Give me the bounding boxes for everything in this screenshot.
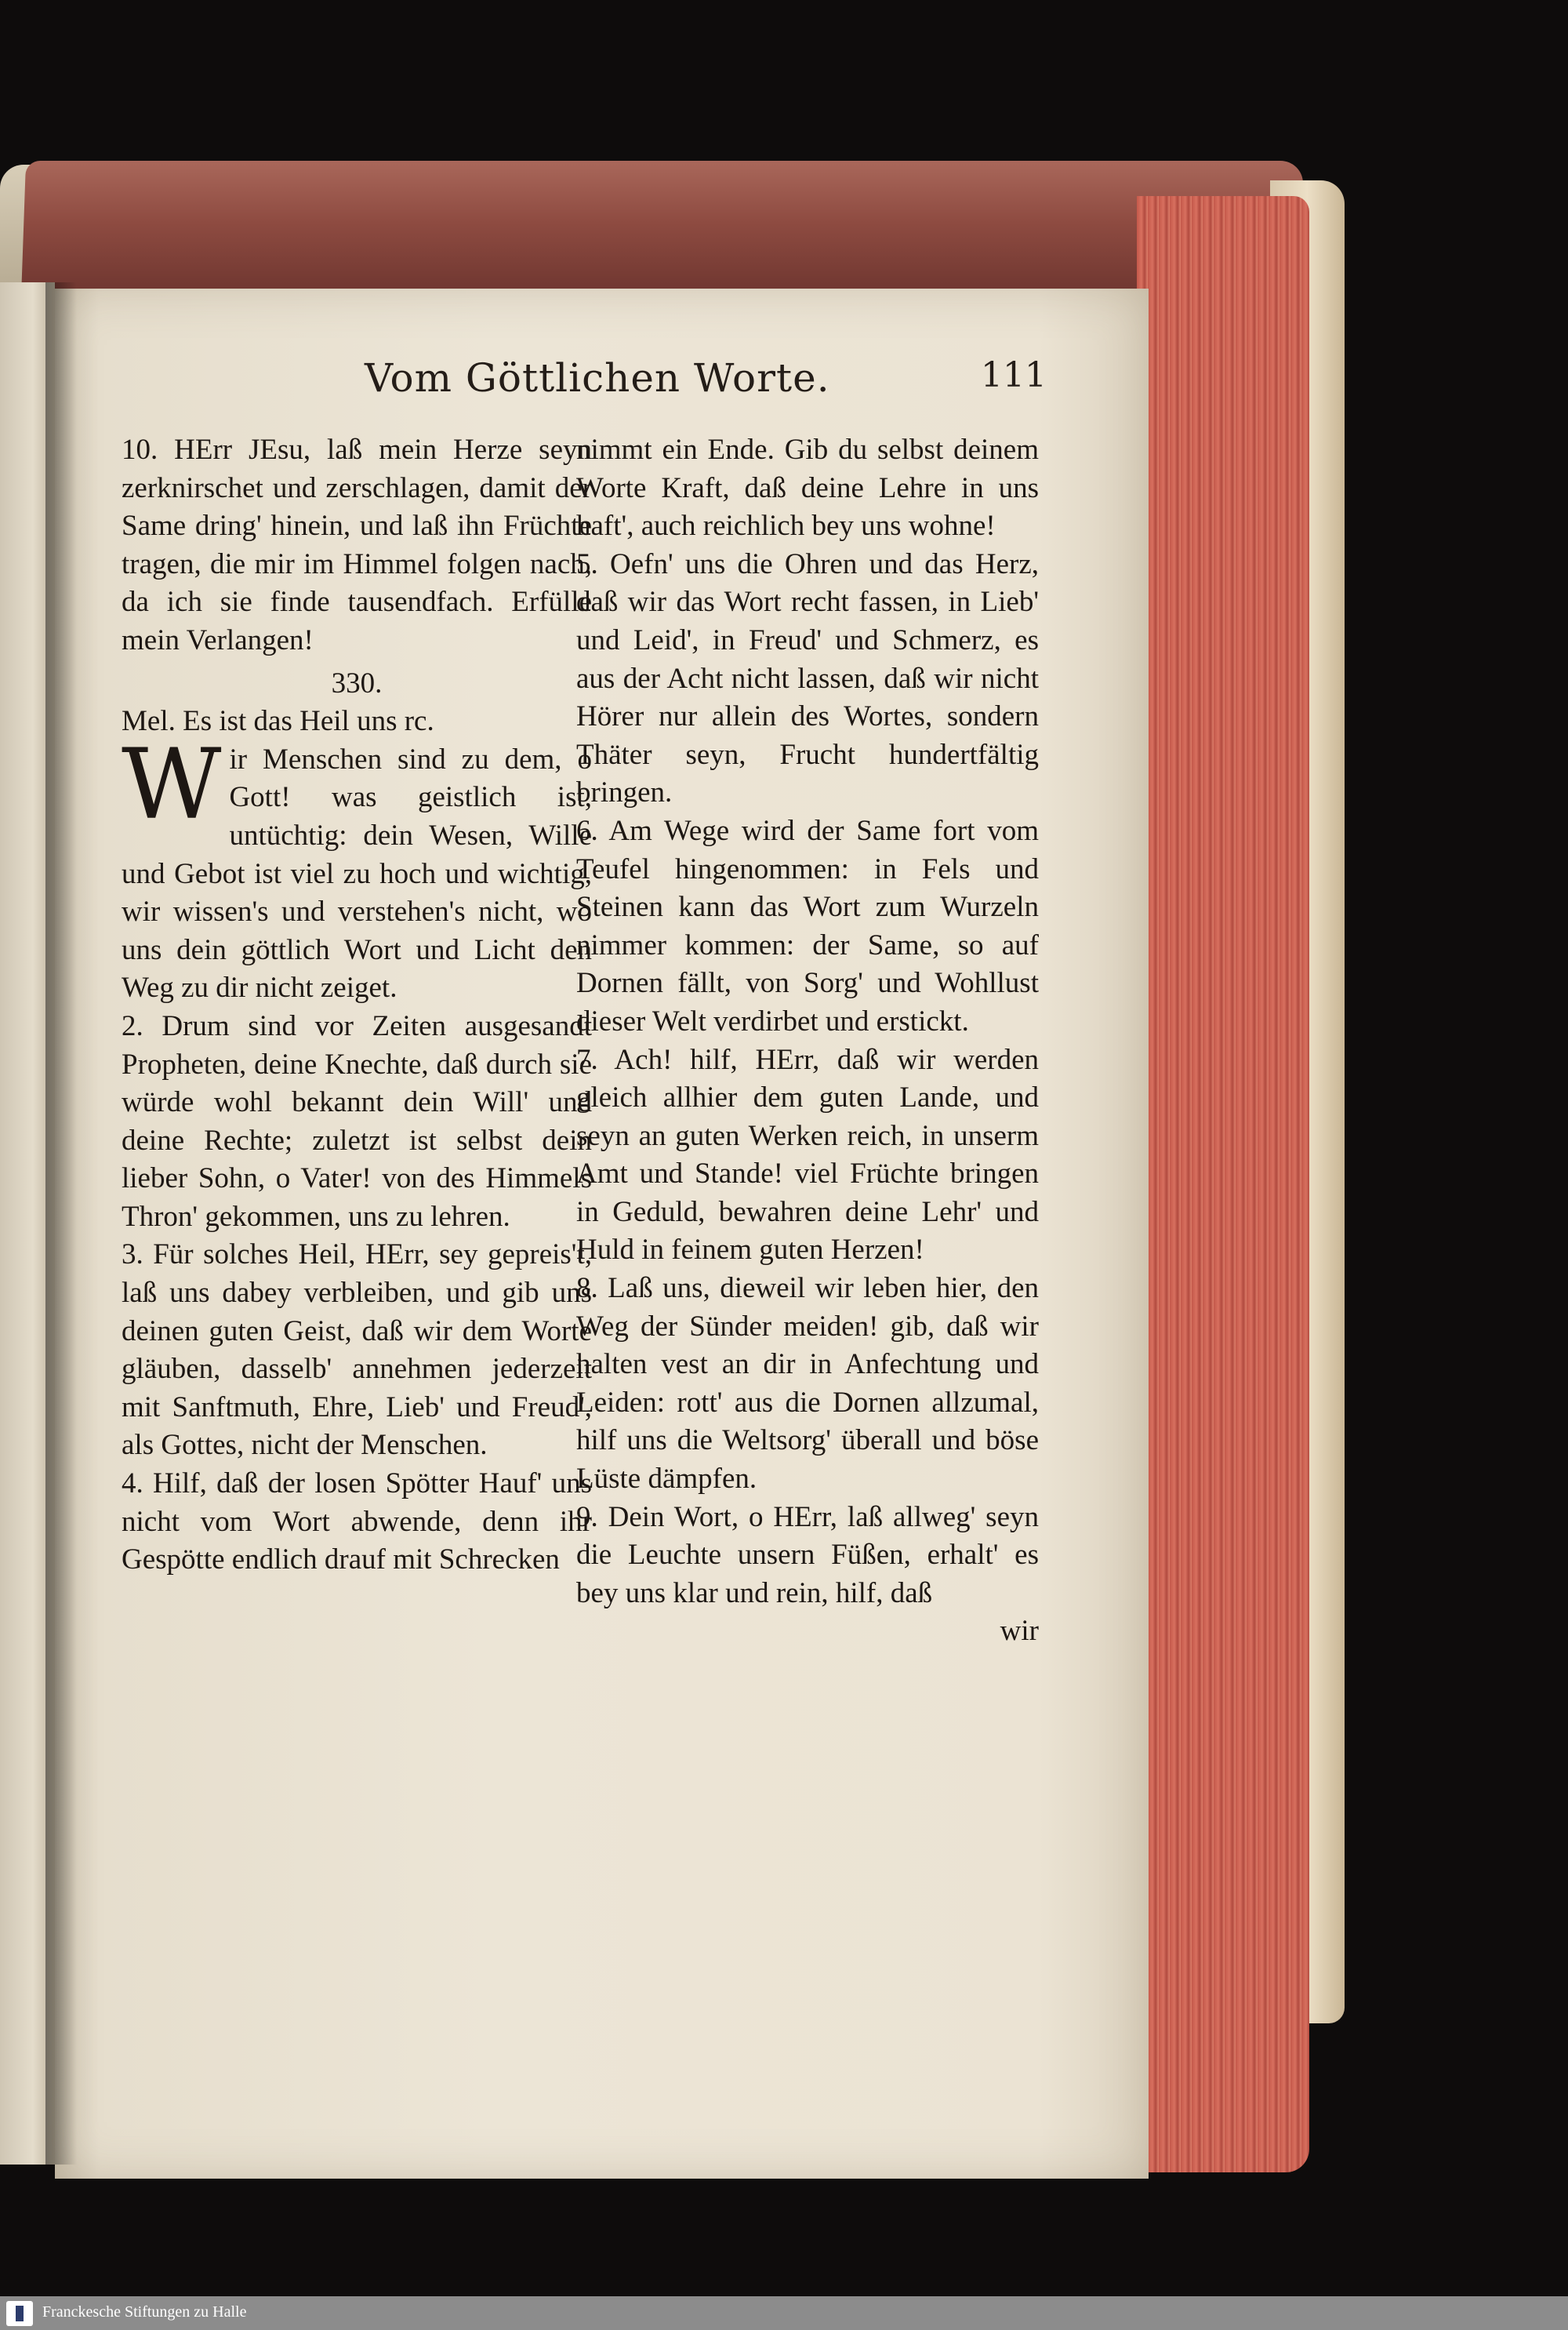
left-column xyxy=(122,431,592,1579)
stanza-10: 10. HErr JEsu, laß mein Herze seyn zerknirschet und zerschlagen, damit der Same dring' hinein, und laß ihn Früchte tragen, die mir im Himmel folgen nach, da ich sie finde tausendfach. Erfülle mein Verlangen! xyxy=(122,434,592,656)
melody-line: Mel. Es ist das Heil uns rc. xyxy=(122,705,434,738)
stanza-4: 4. Hilf, daß der losen Spötter Hauf' uns nicht vom Wort abwende, denn ihr Gespötte endlich drauf mit Schrecken xyxy=(122,1467,592,1576)
right-column xyxy=(576,431,1039,1651)
footer-institution: Franckesche Stiftungen zu Halle xyxy=(42,2303,247,2321)
stanza-6: 6. Am Wege wird der Same fort vom Teufel hingenommen: in Fels und Steinen kann das Wort zum Wurzeln nimmer kommen: der Same, so auf Dornen fällt, von Sorg' und Wohllust dieser Welt verdirbet und erstickt. xyxy=(576,814,1039,1038)
hymn-number: 330. xyxy=(331,667,383,700)
stanza-4-continuation: nimmt ein Ende. Gib du selbst deinem Worte Kraft, daß deine Lehre in uns haft', auch reichlich bey uns wohne! xyxy=(576,434,1039,543)
catchword: wir xyxy=(1000,1615,1039,1648)
stanza-1-text: ir Menschen sind zu dem, o Gott! was geistlich ist, untüchtig: dein Wesen, Wille und Gebot ist viel zu hoch und wichtig, wir wissen's und verstehen's nicht, wo uns dein göttlich Wort und Licht den Weg zu dir nicht zeiget. xyxy=(122,743,592,1005)
book-top-edge xyxy=(21,161,1304,298)
book-page xyxy=(55,289,1149,2179)
stanza-3: 3. Für solches Heil, HErr, sey gepreis't, laß uns dabey verbleiben, und gib uns deinen guten Geist, daß wir dem Worte gläuben, dasselb' annehmen jederzeit mit Sanftmuth, Ehre, Lieb' und Freud', als Gottes, nicht der Menschen. xyxy=(122,1238,592,1462)
page-header xyxy=(365,355,1047,418)
footer-bar xyxy=(0,2296,1568,2330)
stanza-8: 8. Laß uns, dieweil wir leben hier, den Weg der Sünder meiden! gib, daß wir halten vest an dir in Anfechtung und Leiden: rott' aus die Dornen allzumal, hilf uns die Weltsorg' überall und böse Lüste dämpfen. xyxy=(576,1272,1039,1496)
book-fore-edge xyxy=(1137,196,1309,2172)
stanza-2: 2. Drum sind vor Zeiten ausgesandt Propheten, deine Knechte, daß durch sie würde wohl bekannt dein Will' und deine Rechte; zuletzt ist selbst dein lieber Sohn, o Vater! von des Himmels Thron' gekommen, uns zu lehren. xyxy=(122,1009,592,1233)
stanza-7: 7. Ach! hilf, HErr, daß wir werden gleich allhier dem guten Lande, und seyn an guten Werken reich, in unserm Amt und Stande! viel Früchte bringen in Geduld, bewahren deine Lehr' und Huld in feinem guten Herzen! xyxy=(576,1043,1039,1267)
institution-logo-icon xyxy=(6,2301,33,2326)
stanza-5: 5. Oefn' uns die Ohren und das Herz, daß wir das Wort recht fassen, in Lieb' und Leid', in Freud' und Schmerz, es aus der Acht nicht lassen, daß wir nicht Hörer nur allein des Wortes, sondern Thäter seyn, Frucht hundertfältig bringen. xyxy=(576,547,1039,809)
stanza-9: 9. Dein Wort, o HErr, laß allweg' seyn die Leuchte unsern Füßen, erhalt' es bey uns klar und rein, hilf, daß xyxy=(576,1500,1039,1609)
running-title: Vom Göttlichen Worte. xyxy=(365,355,830,401)
drop-cap: W xyxy=(122,728,222,841)
page-number: 111 xyxy=(981,355,1047,395)
spine-shadow xyxy=(45,282,77,2165)
stanza-1 xyxy=(122,728,592,1008)
